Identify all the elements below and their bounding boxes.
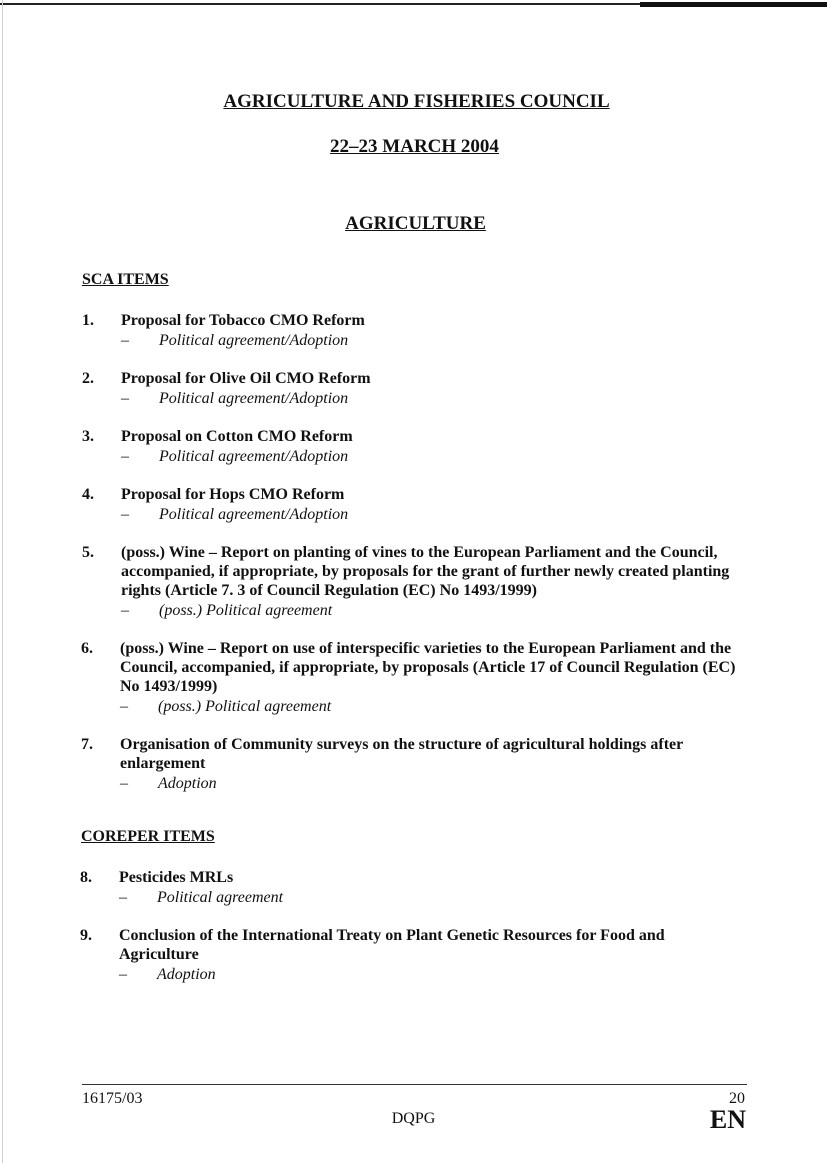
item-title: (poss.) Wine – Report on use of interspecific varieties to the European Parliament and the Council, accompanied, if appropriate, by proposals (Article 17 of Council Regulation (EC) No 1493/1999) [120, 640, 736, 695]
coreper-items-heading: COREPER ITEMS [81, 828, 215, 845]
item-action-text: Political agreement [157, 889, 284, 906]
dash-marker: – [119, 889, 127, 906]
dash-marker: – [121, 506, 129, 523]
item-number: 5. [82, 544, 94, 561]
dash-marker: – [120, 698, 128, 715]
agenda-item-5 [82, 543, 750, 620]
item-number: 1. [82, 312, 94, 329]
item-action-text: (poss.) Political agreement [158, 698, 332, 715]
subject-title: AGRICULTURE [345, 213, 486, 234]
dash-marker: – [121, 602, 129, 619]
item-title: Conclusion of the International Treaty on Plant Genetic Resources for Food and Agriculture [119, 927, 665, 963]
item-title: Proposal on Cotton CMO Reform [121, 428, 353, 445]
council-title: AGRICULTURE AND FISHERIES COUNCIL [223, 91, 610, 112]
item-action [121, 389, 762, 408]
item-title: Proposal for Hops CMO Reform [121, 486, 345, 503]
dash-marker: – [120, 775, 128, 792]
item-action [120, 697, 752, 716]
item-title: Organisation of Community surveys on the structure of agricultural holdings after enlargement [120, 736, 683, 772]
item-title: Proposal for Olive Oil CMO Reform [121, 370, 371, 387]
dash-marker: – [121, 448, 129, 465]
item-title: Proposal for Tobacco CMO Reform [121, 312, 365, 329]
agenda-item-6 [81, 639, 752, 716]
meeting-date: 22–23 MARCH 2004 [330, 136, 499, 157]
agenda-item-8 [80, 868, 760, 907]
item-action [121, 505, 762, 524]
agenda-item-2 [82, 369, 762, 408]
item-action-text: Political agreement/Adoption [159, 506, 349, 523]
agenda-item-9 [80, 926, 700, 984]
document-reference: 16175/03 [82, 1090, 143, 1107]
department-code: DQPG [391, 1110, 436, 1127]
item-action-text: (poss.) Political agreement [159, 602, 333, 619]
item-action [121, 447, 762, 466]
item-number: 4. [82, 486, 94, 503]
page-number: 20 [729, 1090, 745, 1107]
left-scan-edge [2, 0, 3, 1163]
dash-marker: – [121, 332, 129, 349]
top-border-thick-line [640, 2, 827, 7]
item-action-text: Political agreement/Adoption [159, 332, 349, 349]
item-title: Pesticides MRLs [119, 869, 234, 886]
item-number: 2. [82, 370, 94, 387]
item-action [119, 888, 760, 907]
item-action-text: Adoption [157, 966, 216, 983]
dash-marker: – [119, 966, 127, 983]
dash-marker: – [121, 390, 129, 407]
agenda-item-1 [82, 311, 762, 350]
item-action [120, 774, 721, 793]
footer-divider [82, 1084, 747, 1085]
item-number: 7. [81, 736, 93, 753]
item-action [121, 331, 762, 350]
item-action-text: Political agreement/Adoption [159, 448, 349, 465]
language-code: EN [709, 1105, 746, 1134]
item-action-text: Adoption [158, 775, 217, 792]
item-number: 3. [82, 428, 94, 445]
item-number: 8. [80, 869, 92, 886]
item-number: 6. [81, 640, 93, 657]
agenda-item-7 [81, 735, 721, 793]
agenda-item-3 [82, 427, 762, 466]
item-action [121, 601, 750, 620]
item-title: (poss.) Wine – Report on planting of vines to the European Parliament and the Council, accompanied, if appropriate, by proposals for the grant of further newly created planting rights (Article 7. 3 of Council Regulation (EC) No 1493/1999) [121, 544, 730, 599]
item-action [119, 965, 700, 984]
agenda-item-4 [82, 485, 762, 524]
sca-items-heading: SCA ITEMS [82, 271, 169, 288]
item-action-text: Political agreement/Adoption [159, 390, 349, 407]
item-number: 9. [80, 927, 92, 944]
